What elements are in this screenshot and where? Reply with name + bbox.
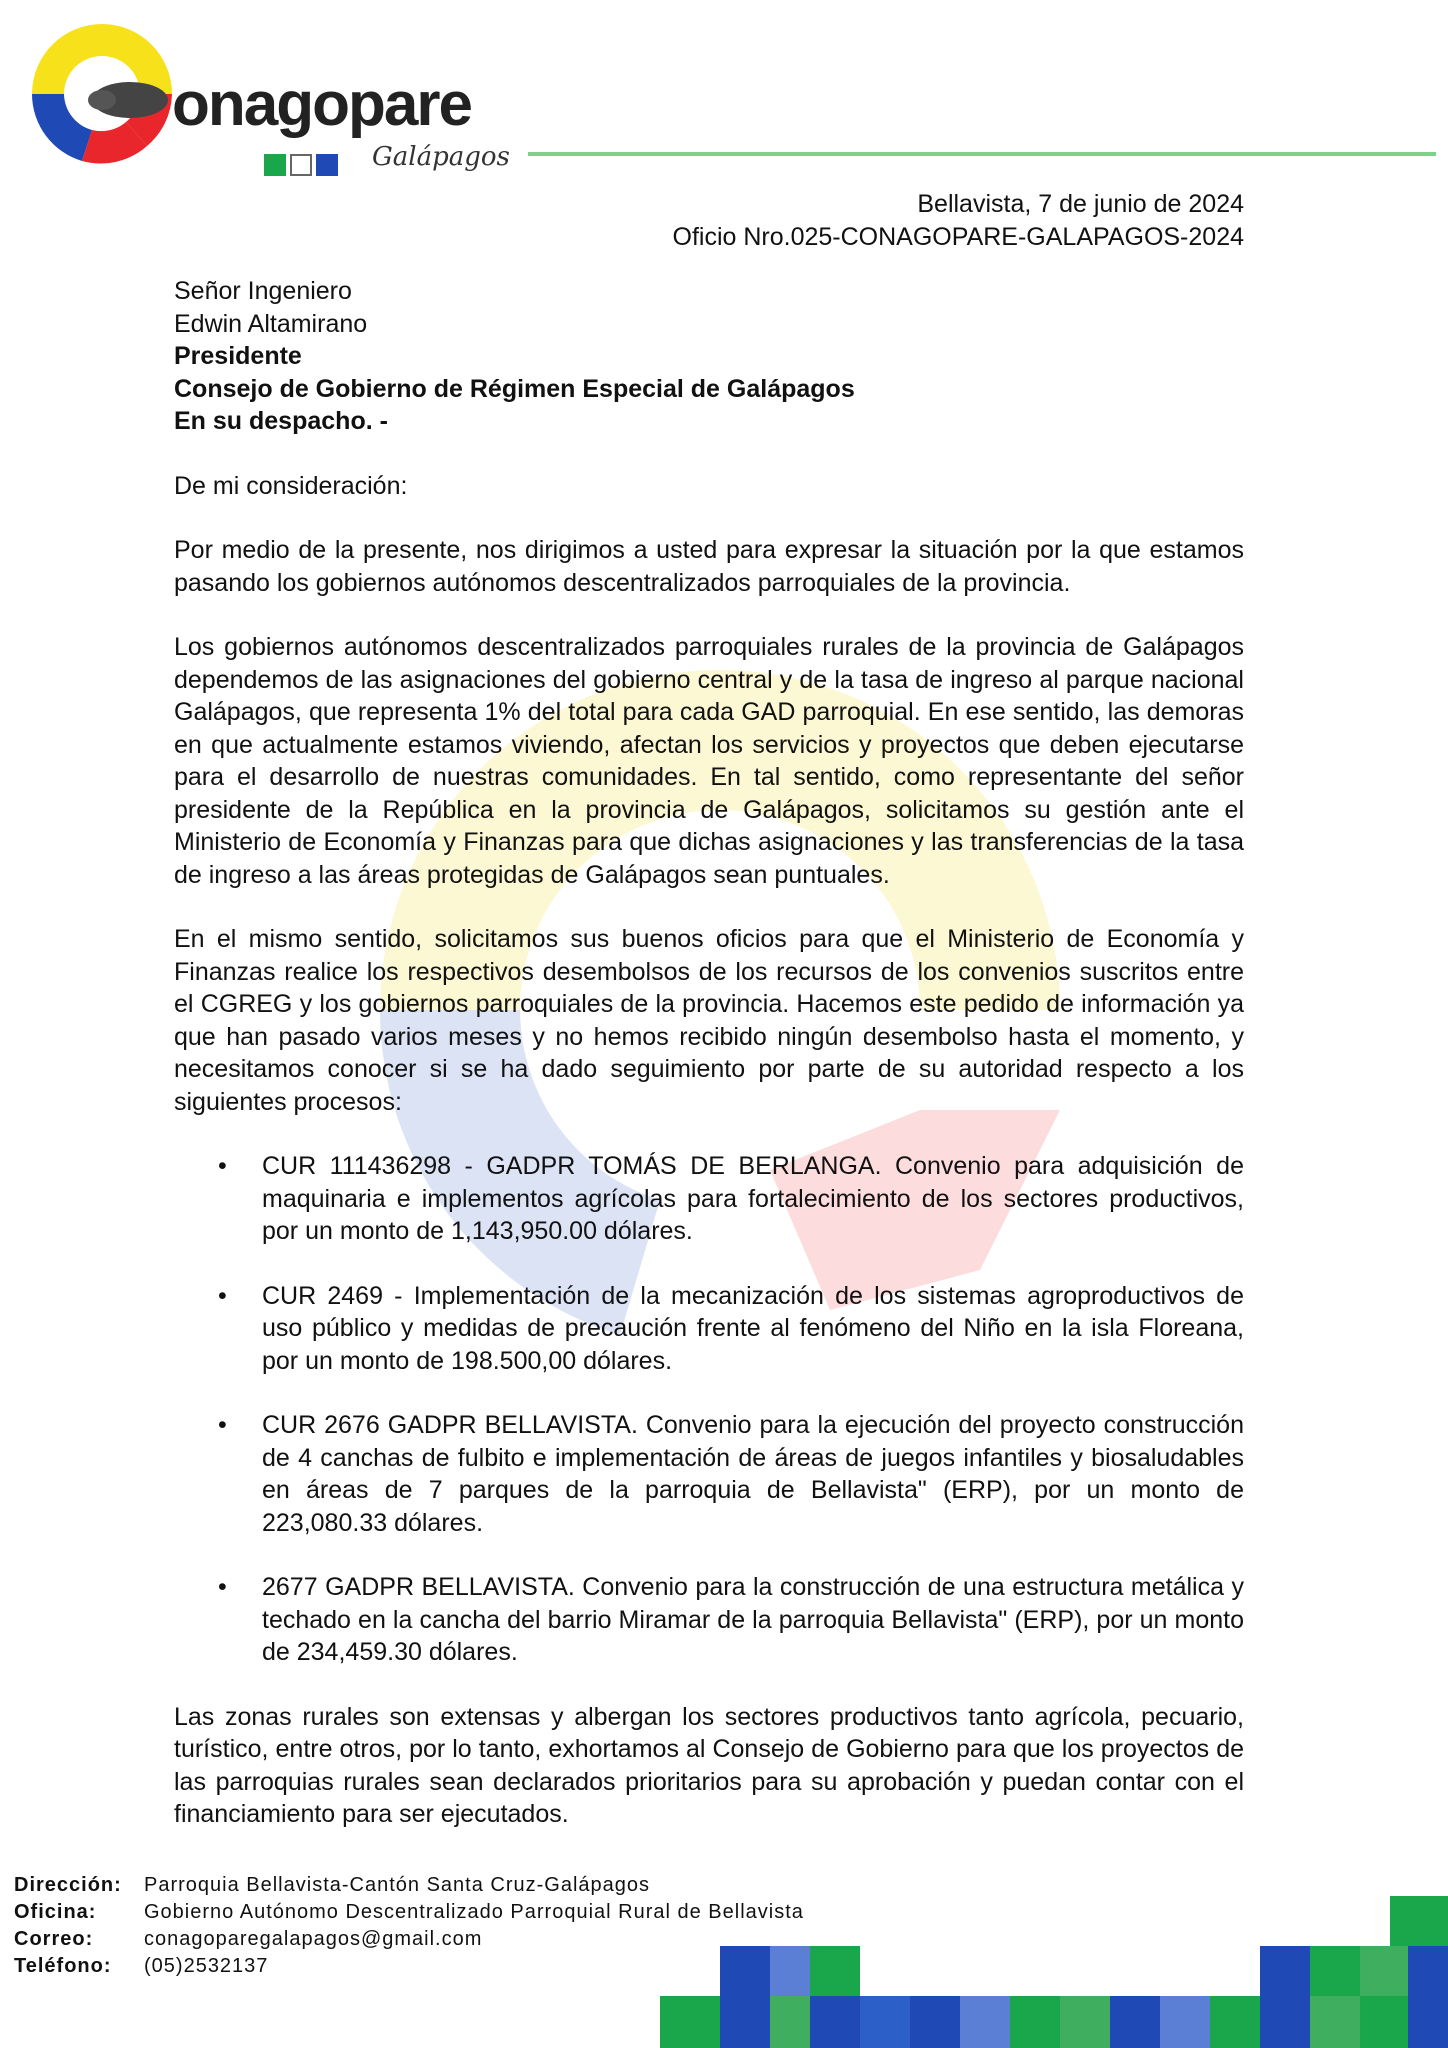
- document-reference: Oficio Nro.025-CONAGOPARE-GALAPAGOS-2024: [672, 222, 1244, 251]
- logo-blue-square-icon: [316, 154, 338, 176]
- bullet-icon: •: [218, 1152, 227, 1180]
- logo-ring-icon: [22, 14, 182, 174]
- paragraph-closing: Las zonas rurales son extensas y albergan los sectores productivos tanto agrícola, pecuario, turístico, entre otros, por lo tanto, exhortamos al Consejo de Gobierno para que los proyectos de las parroquias rurales sean declarados prioritarios para su aprobación y puedan contar con el financiamiento para ser ejecutados.: [174, 1702, 1244, 1828]
- list-item-text: CUR 2469 - Implementación de la mecanización de los sistemas agroproductivos de uso público y medidas de precaución frente al fenómeno del Niño en la isla Floreana, por un monto de 198.500,00 dólares.: [262, 1281, 1244, 1375]
- bullet-icon: •: [218, 1411, 227, 1439]
- recipient-closing: En su despacho. -: [174, 407, 388, 435]
- list-item: [174, 1409, 1244, 1539]
- salutation: De mi consideración:: [174, 471, 408, 500]
- organization-logo: [22, 14, 510, 184]
- address-label: Dirección:: [14, 1874, 122, 1896]
- phone-label: Teléfono:: [14, 1955, 112, 1977]
- address-value: Parroquia Bellavista-Cantón Santa Cruz-Galápagos: [144, 1874, 651, 1896]
- logo-white-square-icon: [290, 154, 312, 176]
- letter-header: [174, 188, 1244, 253]
- logo-green-square-icon: [264, 154, 286, 176]
- phone-value: (05)2532137: [144, 1955, 269, 1977]
- recipient-name: Edwin Altamirano: [174, 309, 368, 338]
- list-item-text: CUR 111436298 - GADPR TOMÁS DE BERLANGA. Convenio para adquisición de maquinaria e implementos agrícolas para fortalecimiento de los sectores productivos, por un monto de 1,143,950.00 dólares.: [262, 1152, 1244, 1245]
- email-label: Correo:: [14, 1928, 94, 1950]
- letter-body: [174, 188, 1244, 1831]
- logo-subtitle: Galápagos: [372, 142, 510, 172]
- recipient-position: Presidente: [174, 342, 302, 370]
- recipient-institution: Consejo de Gobierno de Régimen Especial de Galápagos: [174, 374, 855, 403]
- footer-address-row: [14, 1872, 804, 1899]
- email-value: conagoparegalapagos@gmail.com: [144, 1928, 483, 1950]
- list-item-text: 2677 GADPR BELLAVISTA. Convenio para la construcción de una estructura metálica y techado en la cancha del barrio Miramar de la parroquia Bellavista" (ERP), por un monto de 234,459.30 dólares.: [262, 1573, 1244, 1666]
- office-label: Oficina:: [14, 1901, 97, 1923]
- bullet-icon: •: [218, 1281, 227, 1310]
- bullet-icon: •: [218, 1573, 227, 1601]
- office-value: Gobierno Autónomo Descentralizado Parroquial Rural de Bellavista: [144, 1901, 804, 1923]
- place-date: Bellavista, 7 de junio de 2024: [917, 190, 1244, 218]
- list-item: [174, 1280, 1244, 1378]
- logo-wordmark: onagopare: [172, 70, 471, 139]
- footer-mosaic-decoration: [660, 1896, 1448, 2048]
- list-item-text: CUR 2676 GADPR BELLAVISTA. Convenio para la ejecución del proyecto construcción de 4 canchas de fulbito e implementación de áreas de juegos infantiles y biosaludables en áreas de 7 parques de la parroquia de Bellavista" (ERP), por un monto de 223,080.33 dólares.: [262, 1411, 1244, 1537]
- list-item: [174, 1571, 1244, 1669]
- paragraph-request: En el mismo sentido, solicitamos sus buenos oficios para que el Ministerio de Economía y Finanzas realice los respectivos desembolsos de los recursos de los convenios suscritos entre el CGREG y los gobiernos parroquiales de la provincia. Hacemos este pedido de información ya que han pasado varios meses y no hemos recibido ningún desembolso hasta el momento, y necesitamos conocer si se ha dado seguimiento por parte de su autoridad respecto a los siguientes procesos:: [174, 925, 1244, 1116]
- recipient-title: Señor Ingeniero: [174, 277, 352, 305]
- recipient-block: [174, 275, 1244, 438]
- paragraph-intro: Por medio de la presente, nos dirigimos a usted para expresar la situación por la que estamos pasando los gobiernos autónomos descentralizados parroquiales de la provincia.: [174, 536, 1244, 597]
- process-list: [174, 1150, 1244, 1669]
- header-divider: [528, 152, 1436, 156]
- paragraph-context: Los gobiernos autónomos descentralizados parroquiales rurales de la provincia de Galápagos dependemos de las asignaciones del gobierno central y de la tasa de ingreso al parque nacional Galápagos, que representa 1% del total para cada GAD parroquial. En ese sentido, las demoras en que actualmente estamos viviendo, afectan los servicios y proyectos que deben ejecutarse para el desarrollo de nuestras comunidades. En tal sentido, como representante del señor presidente de la República en la provincia de Galápagos, solicitamos su gestión ante el Ministerio de Economía y Finanzas para que dichas asignaciones y las transferencias de la tasa de ingreso a las áreas protegidas de Galápagos sean puntuales.: [174, 633, 1244, 889]
- list-item: [174, 1150, 1244, 1248]
